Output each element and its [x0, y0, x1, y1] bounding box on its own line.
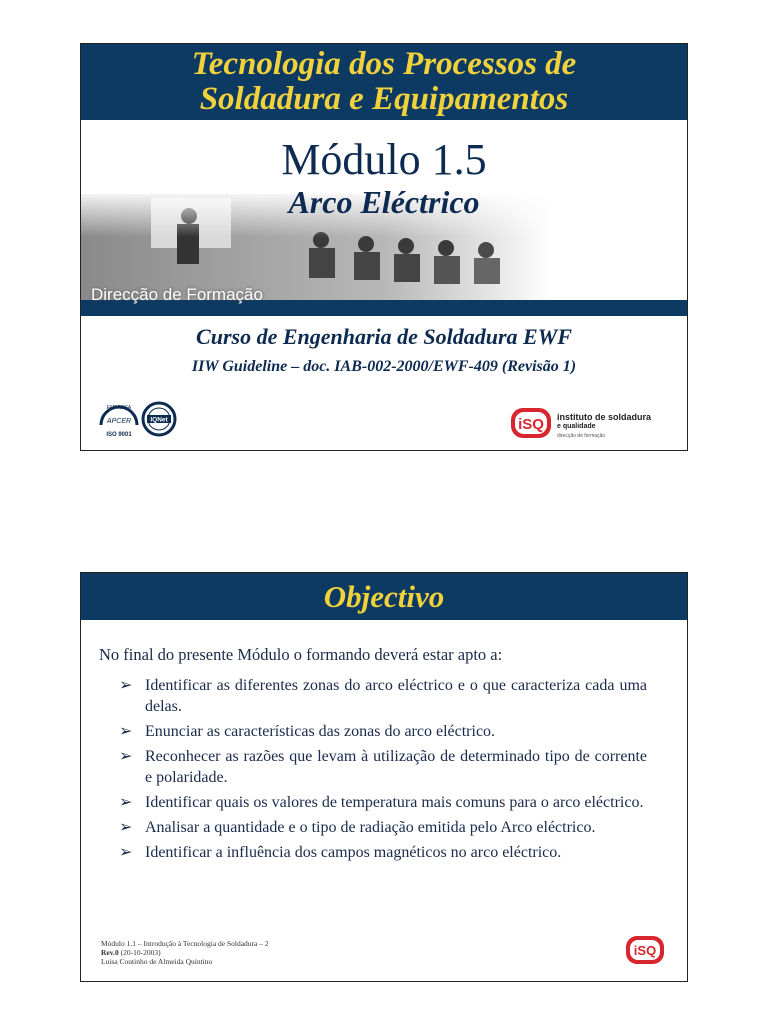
course-title	[81, 44, 687, 117]
svg-text:iSQ: iSQ	[633, 943, 657, 958]
slide-footer	[101, 939, 269, 966]
objectives-list	[119, 675, 647, 867]
arrow-bullet-icon: ➢	[119, 748, 133, 765]
objective-slide	[80, 572, 688, 982]
intro-text: No final do presente Módulo o formando deverá estar apto a:	[99, 645, 503, 664]
apcer-certification-logo	[95, 399, 143, 439]
arrow-bullet-icon: ➢	[119, 844, 133, 861]
slide-title: Objectivo	[323, 579, 445, 614]
footer-revision: Rev.0 (20-10-2003)	[101, 948, 161, 957]
list-item: ➢ Identificar as diferentes zonas do arco eléctrico e o que caracteriza cada uma delas.	[119, 677, 647, 715]
svg-text:iSQ: iSQ	[518, 416, 544, 433]
svg-text:direcção de formação: direcção de formação	[557, 433, 606, 439]
department-label: Direcção de Formação	[91, 285, 263, 304]
arrow-bullet-icon: ➢	[119, 819, 133, 836]
svg-text:EMPRESA: EMPRESA	[106, 405, 132, 411]
arrow-bullet-icon: ➢	[119, 794, 133, 811]
svg-text:APCER: APCER	[106, 418, 132, 425]
objective-banner	[81, 573, 687, 620]
list-item: ➢ Identificar a influência dos campos magnéticos no arco eléctrico.	[119, 844, 562, 861]
arrow-bullet-icon: ➢	[119, 723, 133, 740]
footer-module: Módulo 1.1 – Introdução à Tecnologia de Soldadura – 2	[101, 939, 269, 948]
module-heading	[81, 136, 687, 220]
list-item: ➢ Identificar quais os valores de temperatura mais comuns para o arco eléctrico.	[119, 794, 644, 811]
guideline-reference: IIW Guideline – doc. IAB-002-2000/EWF-409 (Revisão 1)	[191, 358, 577, 375]
svg-text:ISO 9001: ISO 9001	[106, 432, 132, 438]
title-slide	[80, 43, 688, 451]
title-banner	[81, 44, 687, 120]
svg-text:instituto de soldadura: instituto de soldadura	[557, 412, 652, 422]
arrow-bullet-icon: ➢	[119, 677, 133, 694]
svg-text:e qualidade: e qualidade	[557, 423, 596, 430]
iqnet-logo	[141, 401, 177, 437]
footer-author: Luisa Coutinho de Almeida Quintino	[101, 957, 213, 966]
course-title-line2: Soldadura e Equipamentos	[199, 81, 569, 117]
module-number: Módulo 1.5	[281, 135, 487, 184]
list-item: ➢ Enunciar as características das zonas do arco eléctrico.	[119, 723, 496, 740]
list-item: ➢ Analisar a quantidade e o tipo de radiação emitida pelo Arco eléctrico.	[119, 819, 596, 836]
isq-logo	[509, 404, 679, 442]
isq-logo-small	[625, 935, 665, 965]
list-item: ➢ Reconhecer as razões que levam à utilização de determinado tipo de corrente e polaridade.	[119, 748, 647, 786]
course-name: Curso de Engenharia de Soldadura EWF	[196, 324, 572, 349]
course-title-line1: Tecnologia dos Processos de	[191, 46, 577, 82]
module-subject: Arco Eléctrico	[288, 184, 480, 220]
svg-text:IQNet: IQNet	[150, 416, 168, 424]
